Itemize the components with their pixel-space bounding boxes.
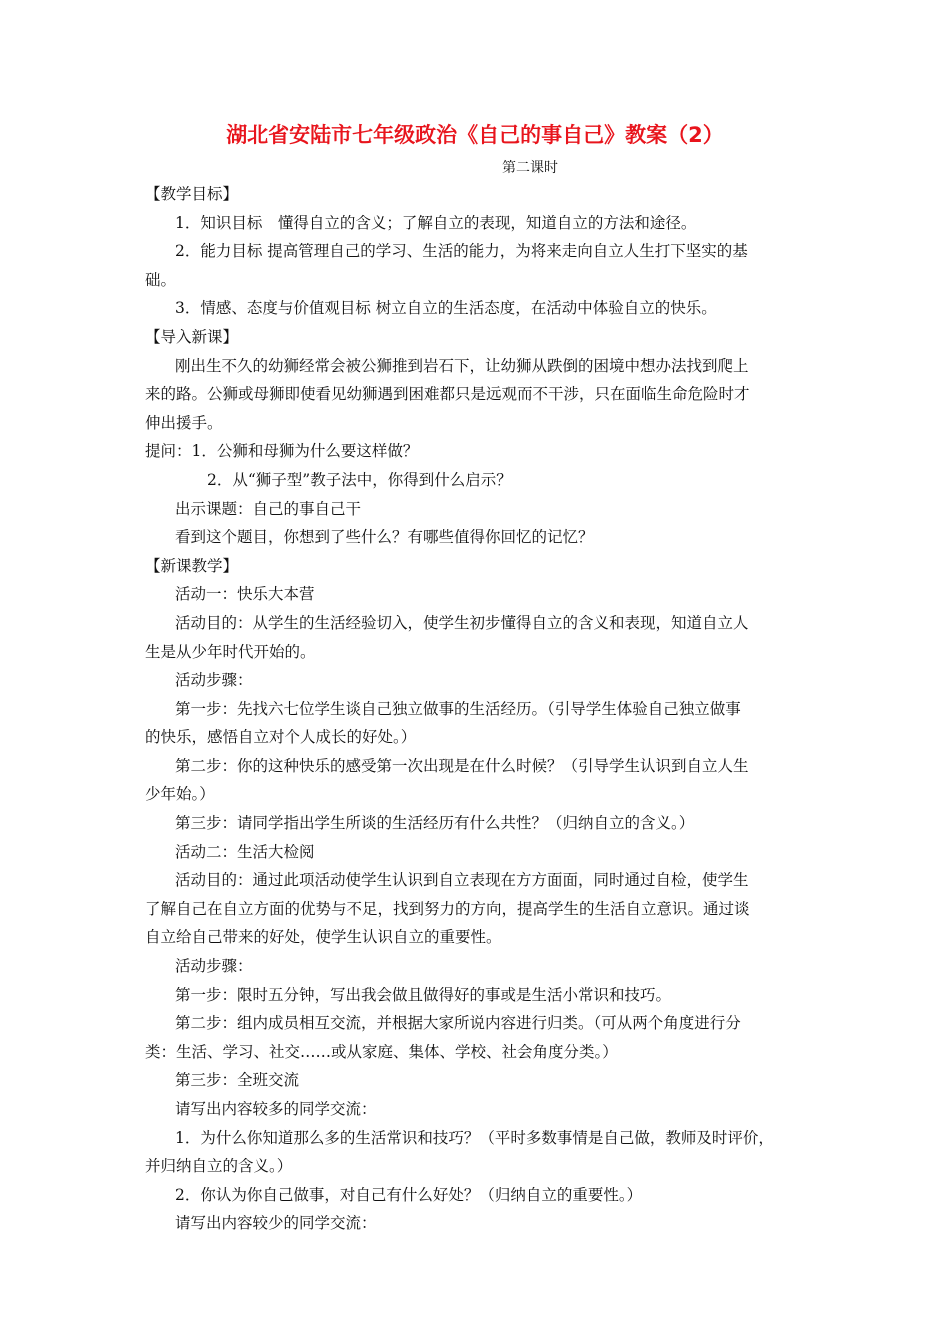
document-subtitle: 第二课时 <box>502 160 558 176</box>
document-body <box>145 180 815 1238</box>
paragraph-line: 请写出内容较多的同学交流： <box>175 1100 377 1118</box>
paragraph-line: 第二步：你的这种快乐的感受第一次出现是在什么时候？（引导学生认识到自立人生 <box>175 756 749 775</box>
paragraph-line: 2．能力目标 提高管理自己的学习、生活的能力，为将来走向自立人生打下坚实的基 <box>175 242 748 261</box>
paragraph-line: 刚出生不久的幼狮经常会被公狮推到岩石下，让幼狮从跌倒的困境中想办法找到爬上 <box>175 356 749 375</box>
paragraph-line: 少年始。） <box>145 785 215 804</box>
paragraph-line: 第一步：先找六七位学生谈自己独立做事的生活经历。（引导学生体验自己独立做事 <box>175 699 741 718</box>
paragraph-line: 活动二：生活大检阅 <box>175 842 315 861</box>
paragraph-line: 第一步：限时五分钟，写出我会做且做得好的事或是生活小常识和技巧。 <box>175 985 672 1004</box>
paragraph-line: 的快乐，感悟自立对个人成长的好处。） <box>145 728 417 747</box>
section-heading-line: 提问：1．公狮和母狮为什么要这样做？ <box>145 442 419 461</box>
paragraph-line: 活动步骤： <box>175 671 253 690</box>
paragraph-line: 础。 <box>145 270 177 289</box>
paragraph-line: 1．知识目标 懂得自立的含义；了解自立的表现，知道自立的方法和途径。 <box>175 213 697 232</box>
paragraph-line: 活动一：快乐大本营 <box>175 585 315 604</box>
section-heading-line: 【导入新课】 <box>145 327 239 346</box>
paragraph-line: 2．从“狮子型”教子法中，你得到什么启示？ <box>207 470 512 489</box>
paragraph-line: 了解自己在自立方面的优势与不足，找到努力的方向，提高学生的生活自立意识。通过谈 <box>145 899 750 918</box>
paragraph-line: 第三步：全班交流 <box>175 1071 300 1090</box>
paragraph-line: 来的路。公狮或母狮即使看见幼狮遇到困难都只是远观而不干涉，只在面临生命危险时才 <box>145 385 750 404</box>
paragraph-line: 出示课题：自己的事自己干 <box>175 499 362 518</box>
paragraph-line: 2．你认为你自己做事，对自己有什么好处？（归纳自立的重要性。） <box>175 1185 643 1204</box>
paragraph-line: 生是从少年时代开始的。 <box>145 642 316 661</box>
paragraph-line: 并归纳自立的含义。） <box>145 1157 293 1176</box>
paragraph-line: 活动目的：通过此项活动使学生认识到自立表现在方方面面，同时通过自检，使学生 <box>175 871 749 890</box>
paragraph-line: 请写出内容较少的同学交流： <box>175 1214 377 1233</box>
paragraph-line: 类：生活、学习、社交……或从家庭、集体、学校、社会角度分类。） <box>145 1042 618 1061</box>
section-heading-line: 【教学目标】 <box>145 185 239 203</box>
paragraph-line: 伸出援手。 <box>145 413 223 432</box>
paragraph-line: 第三步：请同学指出学生所谈的生活经历有什么共性？（归纳自立的含义。） <box>175 814 695 833</box>
paragraph-line: 自立给自己带来的好处，使学生认识自立的重要性。 <box>145 928 502 947</box>
paragraph-line: 第二步：组内成员相互交流，并根据大家所说内容进行归类。（可从两个角度进行分 <box>175 1014 741 1033</box>
paragraph-line: 活动步骤： <box>175 957 253 976</box>
document-title: 湖北省安陆市七年级政治《自己的事自己》教案（2） <box>226 123 724 147</box>
section-heading-line: 【新课教学】 <box>145 556 239 575</box>
paragraph-line: 3．情感、态度与价值观目标 树立自立的生活态度，在活动中体验自立的快乐。 <box>175 299 717 318</box>
paragraph-line: 活动目的：从学生的生活经验切入，使学生初步懂得自立的含义和表现，知道自立人 <box>175 613 749 632</box>
paragraph-line: 1．为什么你知道那么多的生活常识和技巧？（平时多数事情是自己做，教师及时评价， <box>175 1128 774 1147</box>
paragraph-line: 看到这个题目，你想到了些什么？有哪些值得你回忆的记忆？ <box>175 528 594 547</box>
